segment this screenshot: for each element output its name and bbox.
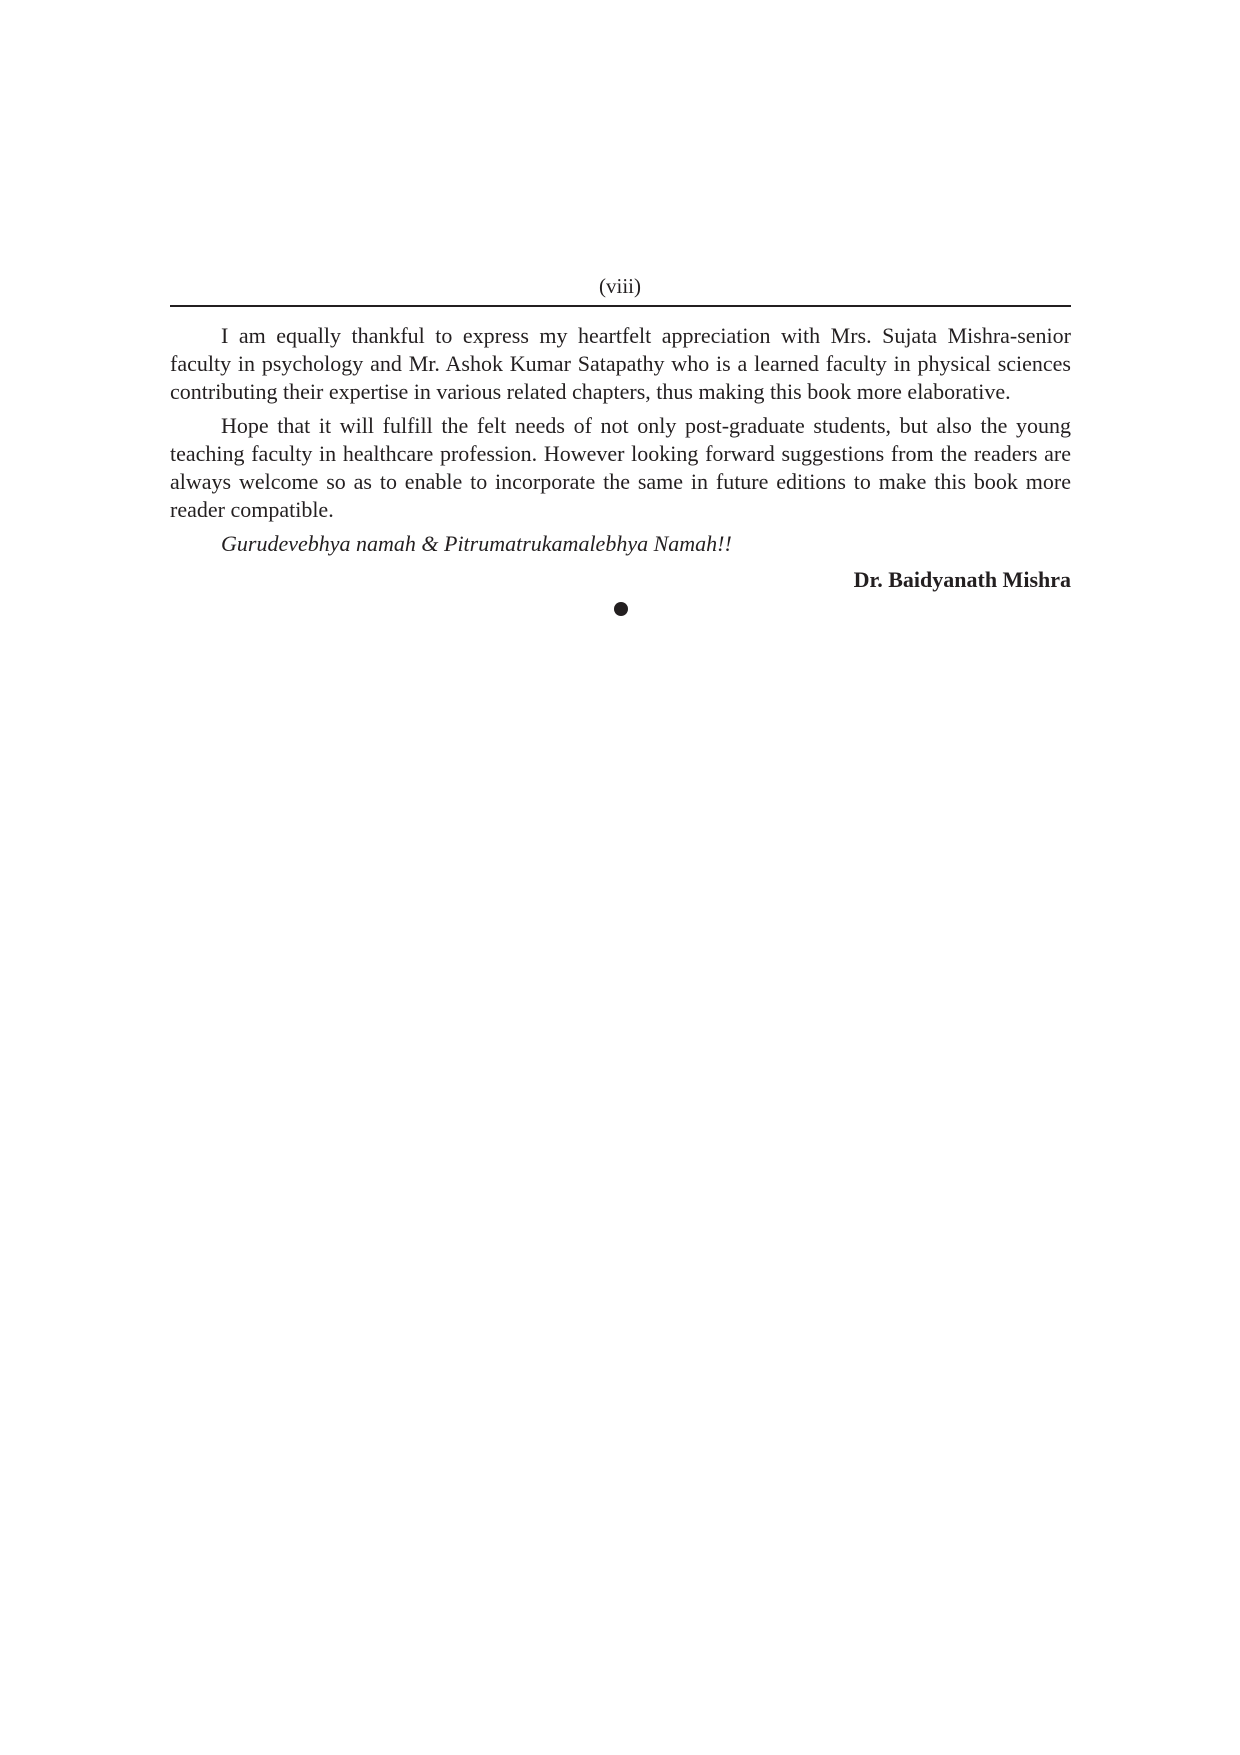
page-number: (viii) [599,274,641,298]
page-content [170,322,1071,616]
author-signature: Dr. Baidyanath Mishra [853,567,1071,592]
bullet-icon [614,602,628,616]
paragraph-acknowledgement: I am equally thankful to express my heartfelt appreciation with Mrs. Sujata Mishra-senior faculty in psychology and Mr. Ashok Kumar Satapathy who is a learned faculty in physical sciences contributing their expertise in various related chapters, thus making this book more elaborative. [170,323,1071,404]
header-rule [170,305,1071,307]
invocation-line: Gurudevebhya namah & Pitrumatrukamalebhya Namah!! [221,531,732,556]
paragraph-hope: Hope that it will fulfill the felt needs of not only post-graduate students, but also the young teaching faculty in healthcare profession. However looking forward suggestions from the readers are always welcome so as to enable to incorporate the same in future editions to make this book more reader compatible. [170,413,1071,522]
